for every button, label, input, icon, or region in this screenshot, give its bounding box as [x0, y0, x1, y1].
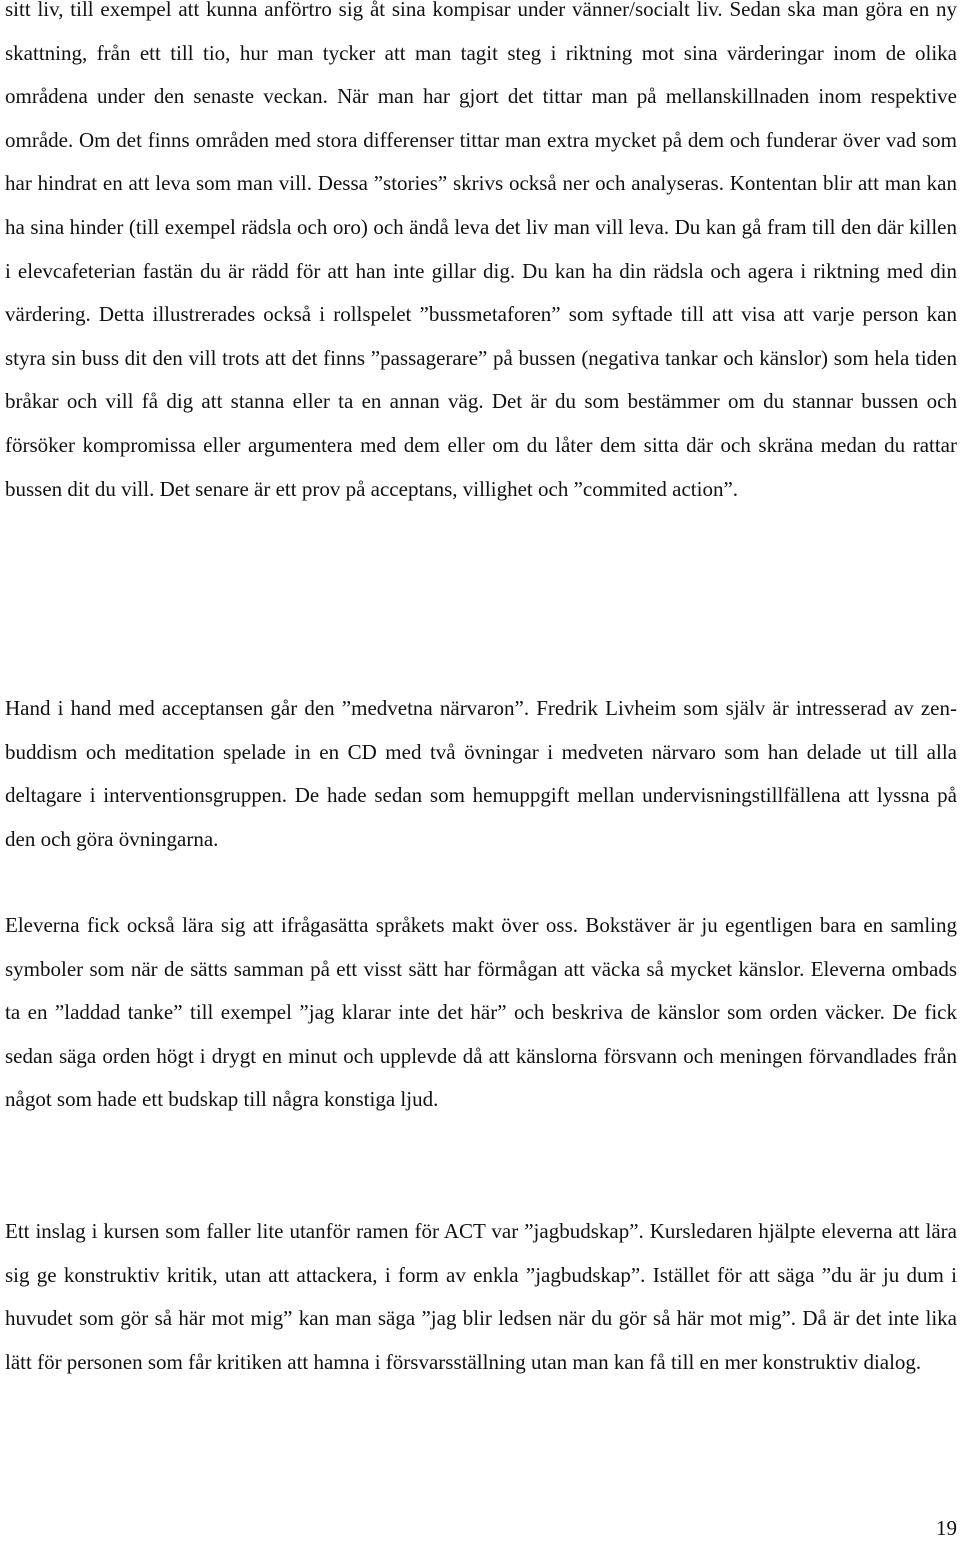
paragraph-language-power: Eleverna fick också lära sig att ifrågasätta språkets makt över oss. Bokstäver är ju egentligen bara en samling symboler som när de sätts samman på ett visst sätt har förmågan att väcka så mycket känslor. Eleverna ombads ta en ”laddad tanke” till exempel ”jag klarar inte det här” och beskriva de känslor som orden väcker. De fick sedan säga orden högt i drygt en minut och upplevde då att känslorna försvann och meningen förvandlades från något som hade ett budskap till några konstiga ljud. — [5, 913, 957, 1112]
paragraph-values-assessment: sitt liv, till exempel att kunna anförtro sig åt sina kompisar under vänner/socialt liv. Sedan ska man göra en ny skattning, från ett till tio, hur man tycker att man tagit steg i riktning mot sina värderingar inom de olika områdena under den senaste veckan. När man har gjort det tittar man på mellanskillnaden inom respektive område. Om det finns områden med stora differenser tittar man extra mycket på dem och funderar över vad som har hindrat en att leva som man vill. Dessa ”stories” skrivs också ner och analyseras. Kontentan blir att man kan ha sina hinder (till exempel rädsla och oro) och ändå leva det liv man vill leva. Du kan gå fram till den där killen i elevcafeterian fastän du är rädd för att han inte gillar dig. Du kan ha din rädsla och agera i riktning med din värdering. Detta illustrerades också i rollspelet ”bussmetaforen” som syftade till att visa att varje person kan styra sin buss dit den vill trots att det finns ”passagerare” på bussen (negativa tankar och känslor) som hela tiden bråkar och vill få dig att stanna eller ta en annan väg. Det är du som bestämmer om du stannar bussen och försöker kompromissa eller argumentera med dem eller om du låter dem sitta där och skräna medan du rattar bussen dit du vill. Det senare är ett prov på acceptans, villighet och ”commited action”. — [5, 0, 957, 501]
page-number: 19 — [936, 1516, 957, 1540]
paragraph-i-messages: Ett inslag i kursen som faller lite utanför ramen för ACT var ”jagbudskap”. Kursledaren hjälpte eleverna att lära sig ge konstruktiv kritik, utan att attackera, i form av enkla ”jagbudskap”. Istället för att säga ”du är ju dum i huvudet som gör så här mot mig” kan man säga ”jag blir ledsen när du gör så här mot mig”. Då är det inte lika lätt för personen som får kritiken att hamna i försvarsställning utan man kan få till en mer konstruktiv dialog. — [5, 1219, 957, 1374]
paragraph-mindfulness: Hand i hand med acceptansen går den ”medvetna närvaron”. Fredrik Livheim som själv är intresserad av zen-buddism och meditation spelade in en CD med två övningar i medveten närvaro som han delade ut till alla deltagare i interventionsgruppen. De hade sedan som hemuppgift mellan undervisningstillfällena att lyssna på den och göra övningarna. — [5, 696, 957, 851]
